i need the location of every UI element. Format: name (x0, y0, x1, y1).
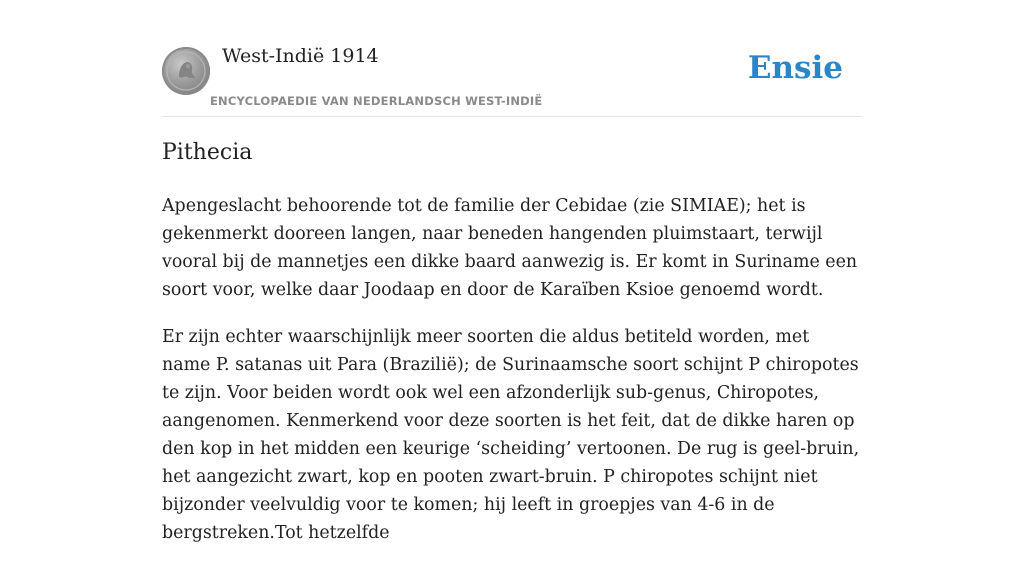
source-subtitle: ENCYCLOPAEDIE VAN NEDERLANDSCH WEST-INDIË (210, 94, 543, 108)
article-paragraph: Apengeslacht behoorende tot de familie der Cebidae (zie SIMIAE); het is gekenmerkt dooreen langen, naar beneden hangenden pluimstaart, terwijl vooral bij de mannetjes een dikke baard aanwezig is. Er komt in Suriname een soort voor, welke daar Joodaap en door de Karaïben Ksioe genoemd wordt. (162, 196, 858, 300)
article-body (162, 192, 862, 566)
article-title: Pithecia (162, 140, 253, 165)
brand-logo[interactable]: Ensie (747, 50, 843, 86)
article-page (162, 0, 862, 543)
article-paragraph: Er zijn echter waarschijnlijk meer soorten die aldus betiteld worden, met name P. satanas uit Para (Brazilië); de Surinaamsche soort schijnt P chiropotes te zijn. Voor beiden wordt ook wel een afzonderlijk sub-genus, Chiropotes, aangenomen. Kenmerkend voor deze soorten is het feit, dat de dikke haren op den kop in het midden een keurige ‘scheiding’ vertoonen. De rug is geel-bruin, het aangezicht zwart, kop en pooten zwart-bruin. P chiropotes schijnt niet bijzonder veelvuldig voor te komen; hij leeft in groepjes van 4-6 in de bergstreken.Tot hetzelfde (162, 327, 860, 543)
coin-icon[interactable] (162, 47, 210, 95)
source-title[interactable]: West-Indië 1914 (222, 45, 379, 67)
coin-emblem (162, 47, 210, 95)
source-header (162, 0, 862, 117)
